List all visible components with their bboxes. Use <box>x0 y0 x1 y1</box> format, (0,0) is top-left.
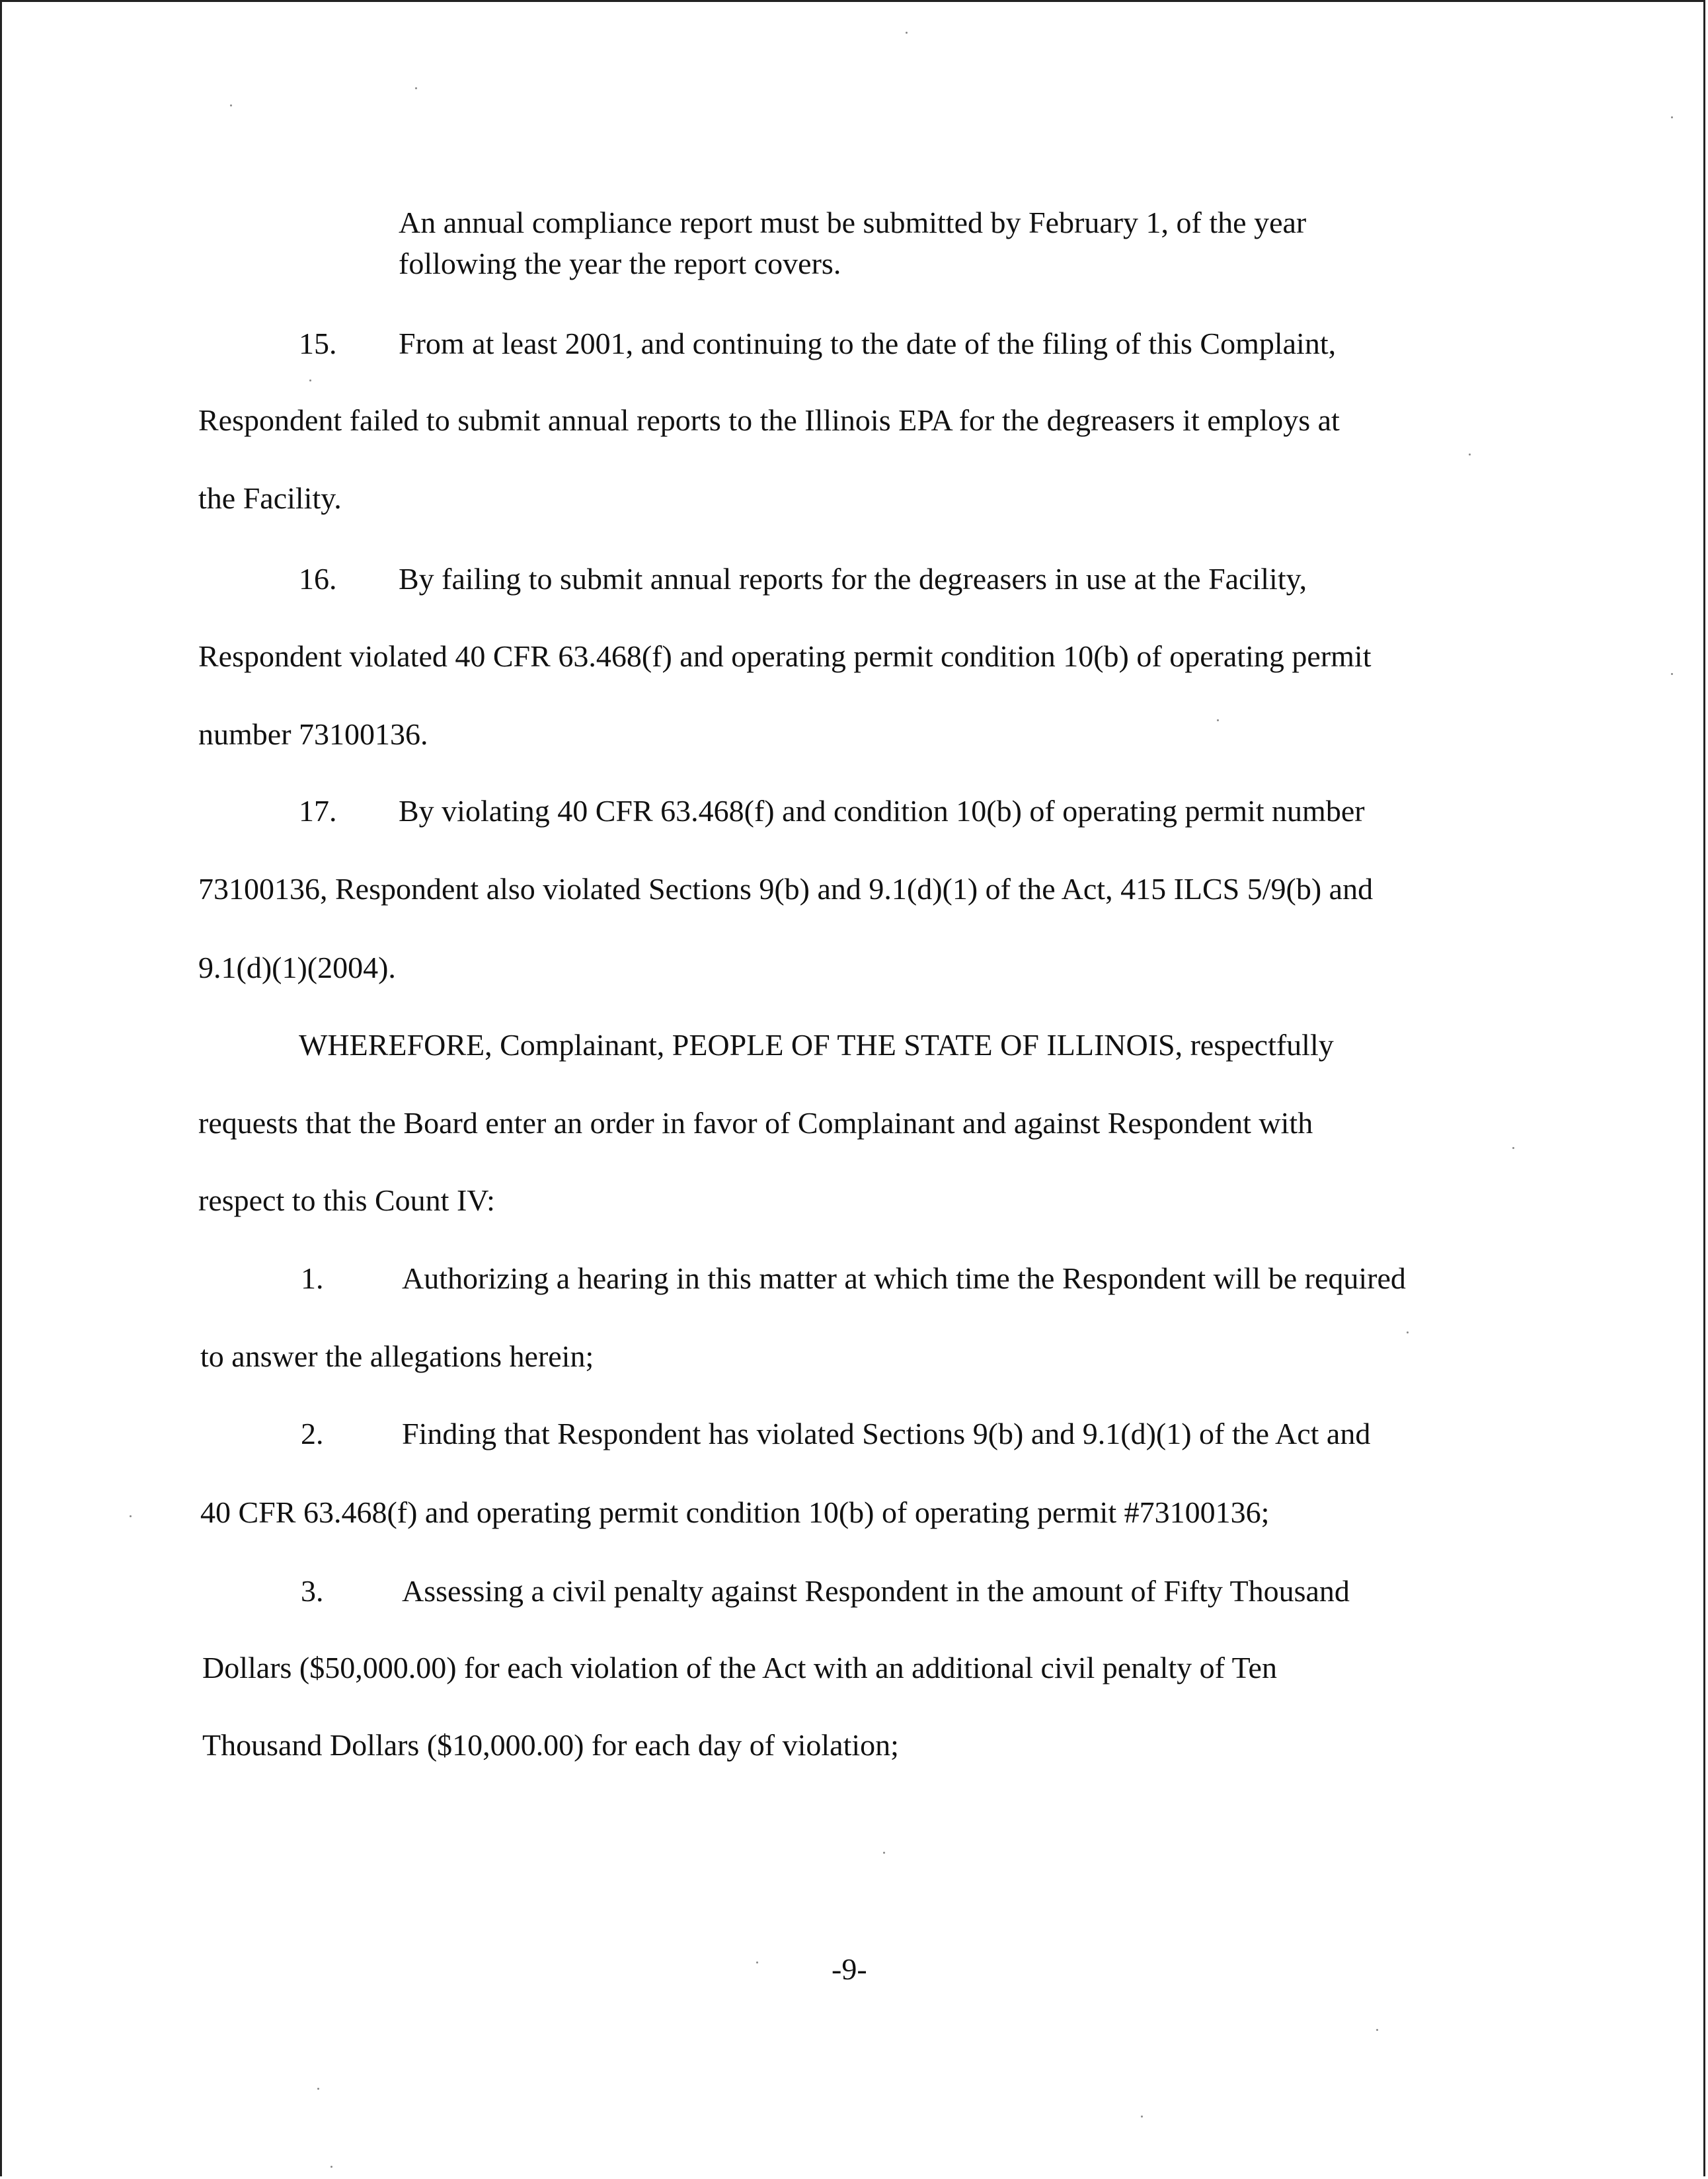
para-17-line-3: 9.1(d)(1)(2004). <box>198 951 396 984</box>
para-16-line-2: Respondent violated 40 CFR 63.468(f) and operating permit condition 10(b) of operating permit <box>198 639 1372 673</box>
para-17-number: 17. <box>299 794 337 828</box>
para-16-line-1: By failing to submit annual reports for the degreasers in use at the Facility, <box>399 562 1307 596</box>
para-15-line-2: Respondent failed to submit annual reports to the Illinois EPA for the degreasers it employs at <box>198 403 1340 437</box>
para-15-line-3: the Facility. <box>198 481 342 515</box>
page-number: -9- <box>832 1952 867 1986</box>
scan-speck <box>1469 454 1471 456</box>
scan-speck <box>1512 1147 1514 1149</box>
scan-speck <box>1671 116 1673 118</box>
item-1-number: 1. <box>301 1261 324 1295</box>
para-16-line-3: number 73100136. <box>198 717 428 751</box>
para-17-line-1: By violating 40 CFR 63.468(f) and condition 10(b) of operating permit number <box>399 794 1365 828</box>
scan-speck <box>1141 2116 1143 2118</box>
item-2-line-1: Finding that Respondent has violated Sections 9(b) and 9.1(d)(1) of the Act and <box>402 1417 1371 1450</box>
para-17-line-2: 73100136, Respondent also violated Sections 9(b) and 9.1(d)(1) of the Act, 415 ILCS 5/9(b) and <box>198 872 1374 906</box>
scan-speck <box>1407 1331 1409 1333</box>
para-16-number: 16. <box>299 562 337 596</box>
item-3-number: 3. <box>301 1574 324 1608</box>
quote-line-2: following the year the report covers. <box>399 247 841 280</box>
scan-speck <box>1376 2029 1378 2031</box>
wherefore-line-2: requests that the Board enter an order in favor of Complainant and against Respondent with <box>198 1106 1313 1140</box>
scan-speck <box>317 2088 319 2090</box>
scan-speck <box>906 32 908 34</box>
scan-speck <box>756 1961 758 1963</box>
item-1-line-1: Authorizing a hearing in this matter at which time the Respondent will be required <box>402 1261 1406 1295</box>
scan-speck <box>309 379 311 381</box>
quote-line-1: An annual compliance report must be submitted by February 1, of the year <box>399 206 1307 239</box>
scan-speck <box>1217 719 1219 721</box>
scan-speck <box>1671 673 1673 675</box>
para-15-number: 15. <box>299 327 337 360</box>
item-2-line-2: 40 CFR 63.468(f) and operating permit condition 10(b) of operating permit #73100136; <box>200 1495 1270 1529</box>
scan-speck <box>230 104 232 106</box>
item-3-line-2: Dollars ($50,000.00) for each violation of the Act with an additional civil penalty of Ten <box>202 1651 1277 1684</box>
para-15-line-1: From at least 2001, and continuing to the date of the filing of this Complaint, <box>399 327 1337 360</box>
scan-speck <box>883 1852 885 1854</box>
item-2-number: 2. <box>301 1417 324 1450</box>
scan-speck <box>415 87 417 89</box>
item-3-line-3: Thousand Dollars ($10,000.00) for each day of violation; <box>202 1728 899 1762</box>
scan-speck <box>130 1515 132 1517</box>
wherefore-line-1: WHEREFORE, Complainant, PEOPLE OF THE STATE OF ILLINOIS, respectfully <box>299 1028 1334 1062</box>
scan-speck <box>330 2166 332 2168</box>
wherefore-line-3: respect to this Count IV: <box>198 1183 495 1217</box>
item-1-line-2: to answer the allegations herein; <box>200 1339 594 1373</box>
item-3-line-1: Assessing a civil penalty against Respondent in the amount of Fifty Thousand <box>402 1574 1350 1608</box>
